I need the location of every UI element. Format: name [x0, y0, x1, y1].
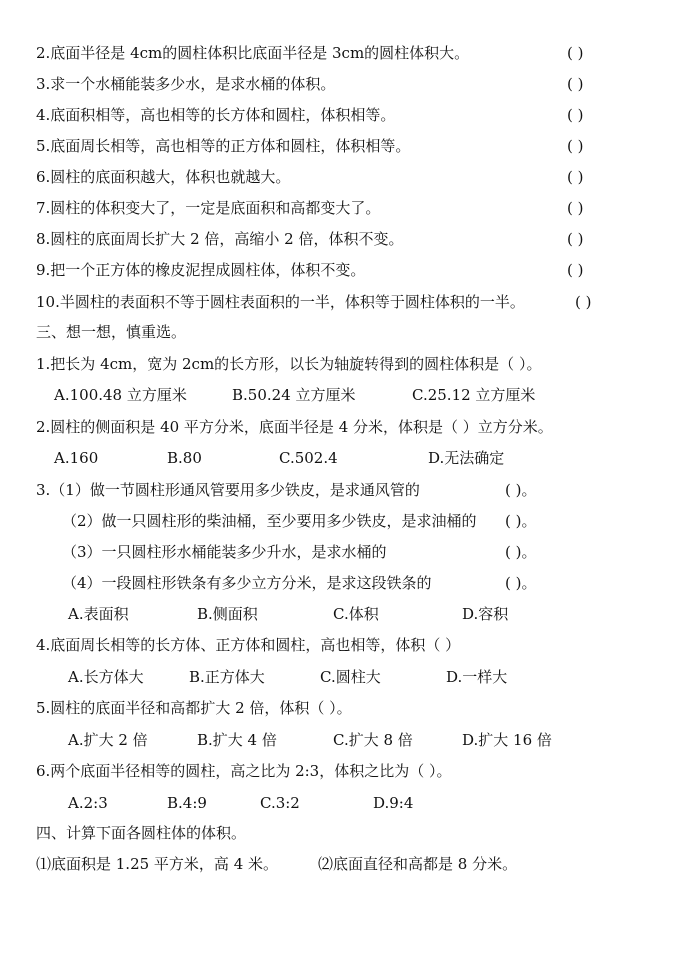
- mc-q1-option-a[interactable]: A.100.48 立方厘米: [54, 386, 187, 404]
- mc-question-5: 5.圆柱的底面半径和高都扩大 2 倍，体积（ ）。: [36, 699, 352, 717]
- mc-q3-part-4-paren[interactable]: ( )。: [505, 574, 537, 592]
- tf-item-10: 10.半圆柱的表面积不等于圆柱表面积的一半，体积等于圆柱体积的一半。: [36, 293, 525, 311]
- mc-q2-option-a[interactable]: A.160: [54, 449, 99, 467]
- mc-q4-option-d[interactable]: D.一样大: [446, 668, 508, 686]
- calc-item-2: ⑵底面直径和高都是 8 分米。: [318, 855, 518, 873]
- mc-q4-option-a[interactable]: A.长方体大: [68, 668, 144, 686]
- tf-item-9: 9.把一个正方体的橡皮泥捏成圆柱体，体积不变。: [36, 261, 366, 279]
- mc-q6-option-c[interactable]: C.3:2: [260, 794, 300, 812]
- mc-q3-part-1-paren[interactable]: ( )。: [505, 481, 537, 499]
- mc-q4-option-c[interactable]: C.圆柱大: [320, 668, 381, 686]
- calc-item-1: ⑴底面积是 1.25 平方米，高 4 米。: [36, 855, 279, 873]
- tf-item-7: 7.圆柱的体积变大了，一定是底面积和高都变大了。: [36, 199, 381, 217]
- mc-question-1: 1.把长为 4cm，宽为 2cm的长方形，以长为轴旋转得到的圆柱体积是（ ）。: [36, 355, 542, 373]
- mc-q5-option-a[interactable]: A.扩大 2 倍: [68, 731, 148, 749]
- mc-question-3-part-2: （2）做一只圆柱形的柴油桶，至少要用多少铁皮，是求油桶的: [62, 512, 477, 530]
- mc-q3-option-d[interactable]: D.容积: [462, 605, 509, 623]
- mc-question-3-part-1: 3.（1）做一节圆柱形通风管要用多少铁皮，是求通风管的: [36, 481, 420, 499]
- tf-item-3: 3.求一个水桶能装多少水，是求水桶的体积。: [36, 75, 336, 93]
- mc-q2-option-c[interactable]: C.502.4: [279, 449, 338, 467]
- mc-q5-option-b[interactable]: B.扩大 4 倍: [197, 731, 277, 749]
- mc-q3-option-b[interactable]: B.侧面积: [197, 605, 258, 623]
- mc-question-3-part-3: （3）一只圆柱形水桶能装多少升水，是求水桶的: [62, 543, 387, 561]
- tf-answer-paren-9[interactable]: ( ): [567, 261, 584, 279]
- mc-q5-option-c[interactable]: C.扩大 8 倍: [333, 731, 413, 749]
- tf-item-4: 4.底面积相等，高也相等的长方体和圆柱，体积相等。: [36, 106, 396, 124]
- section-3-title: 三、想一想，慎重选。: [36, 323, 187, 341]
- mc-q2-option-b[interactable]: B.80: [167, 449, 202, 467]
- mc-q1-option-b[interactable]: B.50.24 立方厘米: [232, 386, 356, 404]
- tf-answer-paren-3[interactable]: ( ): [567, 75, 584, 93]
- section-4-title: 四、计算下面各圆柱体的体积。: [36, 824, 247, 842]
- mc-q3-part-2-paren[interactable]: ( )。: [505, 512, 537, 530]
- tf-answer-paren-10[interactable]: ( ): [575, 293, 592, 311]
- tf-answer-paren-2[interactable]: ( ): [567, 44, 584, 62]
- mc-question-4: 4.底面周长相等的长方体、正方体和圆柱，高也相等，体积（ ）: [36, 636, 461, 654]
- mc-q6-option-d[interactable]: D.9:4: [373, 794, 414, 812]
- mc-question-6: 6.两个底面半径相等的圆柱，高之比为 2:3，体积之比为（ ）。: [36, 762, 452, 780]
- mc-q1-option-c[interactable]: C.25.12 立方厘米: [412, 386, 536, 404]
- tf-item-2: 2.底面半径是 4cm的圆柱体积比底面半径是 3cm的圆柱体积大。: [36, 44, 470, 62]
- mc-q2-option-d[interactable]: D.无法确定: [428, 449, 505, 467]
- mc-question-2: 2.圆柱的侧面积是 40 平方分米，底面半径是 4 分米，体积是（ ）立方分米。: [36, 418, 553, 436]
- tf-answer-paren-7[interactable]: ( ): [567, 199, 584, 217]
- tf-answer-paren-8[interactable]: ( ): [567, 230, 584, 248]
- mc-question-3-part-4: （4）一段圆柱形铁条有多少立方分米，是求这段铁条的: [62, 574, 432, 592]
- mc-q3-option-a[interactable]: A.表面积: [68, 605, 129, 623]
- tf-item-6: 6.圆柱的底面积越大，体积也就越大。: [36, 168, 291, 186]
- mc-q4-option-b[interactable]: B.正方体大: [189, 668, 265, 686]
- tf-answer-paren-5[interactable]: ( ): [567, 137, 584, 155]
- mc-q3-part-3-paren[interactable]: ( )。: [505, 543, 537, 561]
- tf-item-5: 5.底面周长相等，高也相等的正方体和圆柱，体积相等。: [36, 137, 411, 155]
- tf-item-8: 8.圆柱的底面周长扩大 2 倍，高缩小 2 倍，体积不变。: [36, 230, 404, 248]
- tf-answer-paren-6[interactable]: ( ): [567, 168, 584, 186]
- mc-q6-option-a[interactable]: A.2:3: [68, 794, 108, 812]
- tf-answer-paren-4[interactable]: ( ): [567, 106, 584, 124]
- mc-q6-option-b[interactable]: B.4:9: [167, 794, 207, 812]
- mc-q5-option-d[interactable]: D.扩大 16 倍: [462, 731, 552, 749]
- mc-q3-option-c[interactable]: C.体积: [333, 605, 379, 623]
